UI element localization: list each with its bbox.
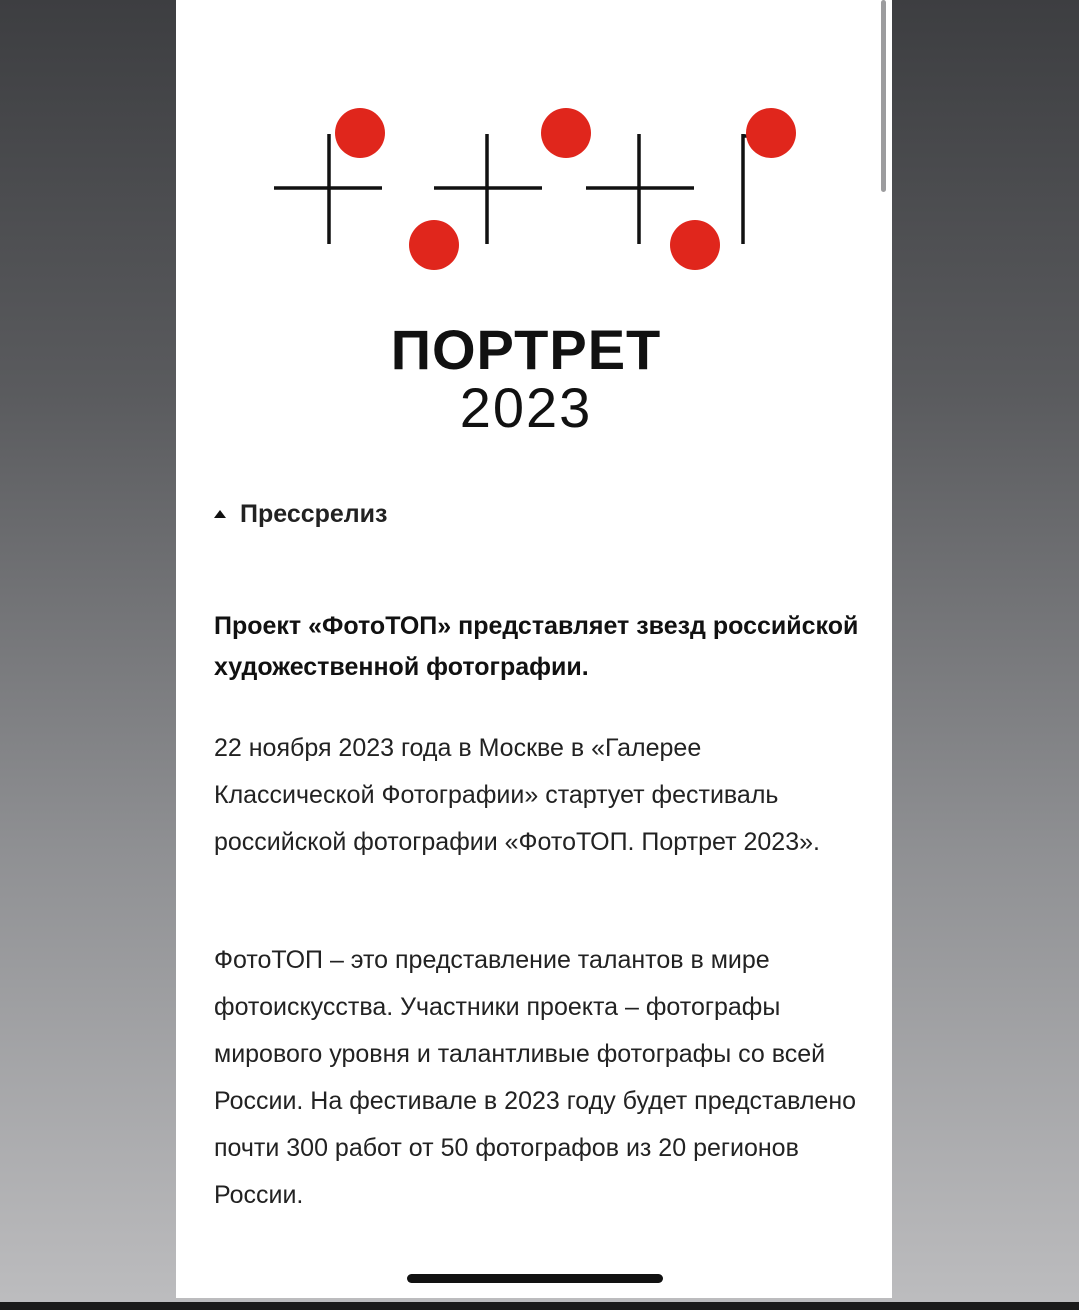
press-release-toggle[interactable] [214,498,387,530]
press-release-toggle-label: Прессрелиз [240,500,388,528]
logo-dot [409,220,459,270]
page-year: 2023 [459,376,593,439]
press-release-lead: Проект «ФотоТОП» представляет звезд российской художественной фотографии. [214,612,859,681]
logo-dot [541,108,591,158]
phone-screen [176,0,892,1298]
page-title: ПОРТРЕТ [390,318,662,381]
logo-dot [746,108,796,158]
logo-dot [670,220,720,270]
fototop-logo [176,0,892,290]
press-release-paragraph: ФотоТОП – это представление талантов в мире фотоискусства. Участники проекта – фотографы мирового уровня и талантливые фотографы со всей России. На фестивале в 2023 году будет представлено почти 300 работ от 50 фотографов из 20 регионов России. [214,946,857,1209]
home-indicator[interactable] [407,1274,663,1283]
logo-dot [335,108,385,158]
bottom-edge [0,1302,1079,1310]
logo-dots [335,108,796,270]
press-release-paragraph: 22 ноября 2023 года в Москве в «Галерее Классической Фотографии» стартует фестиваль российской фотографии «ФотоТОП. Портрет 2023». [214,734,820,856]
scrollbar[interactable] [881,0,886,192]
triangle-up-icon [214,510,226,518]
